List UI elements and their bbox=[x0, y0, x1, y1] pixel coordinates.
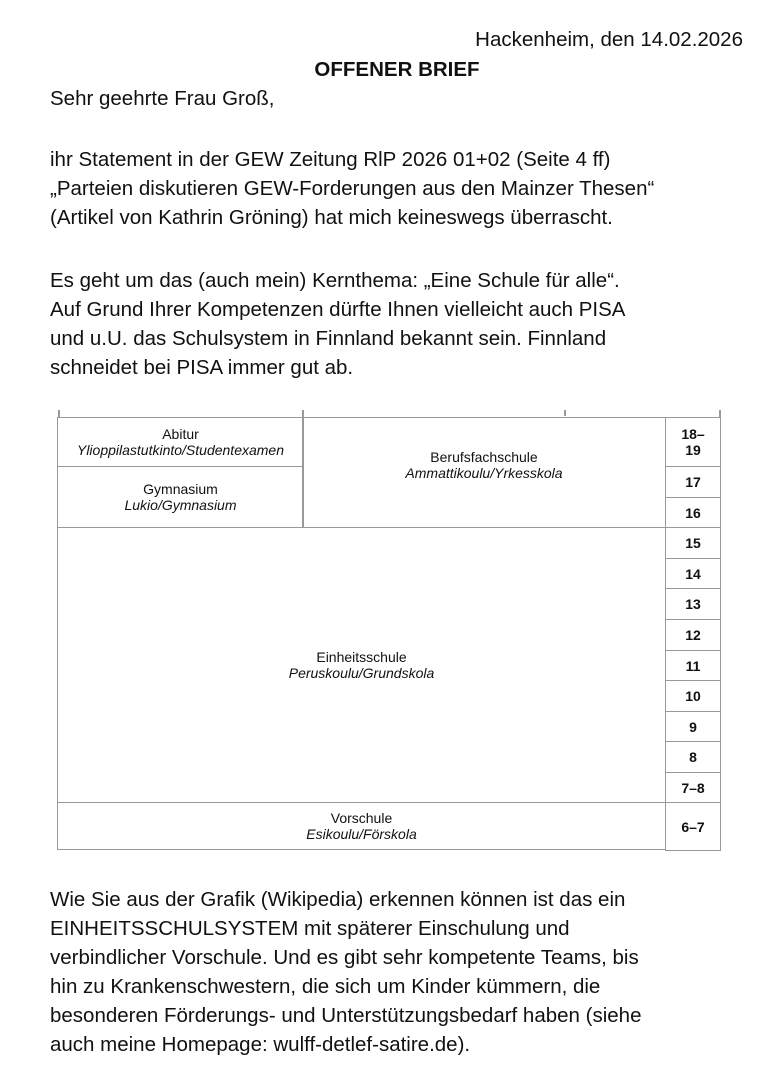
para1-line: „Parteien diskutieren GEW-Forderungen aus den Mainzer Thesen“ bbox=[50, 177, 655, 200]
age-cell: 17 bbox=[665, 466, 721, 498]
age-cell: 16 bbox=[665, 497, 721, 528]
gymnasium-label: Gymnasium bbox=[143, 481, 218, 497]
age-cell: 6–7 bbox=[665, 802, 721, 851]
einheitsschule-local-label: Peruskoulu/Grundskola bbox=[288, 665, 435, 681]
age-cell: 13 bbox=[665, 588, 721, 620]
vorschule-local-label: Esikoulu/Förskola bbox=[306, 826, 417, 842]
para2-line: Auf Grund Ihrer Kompetenzen dürfte Ihnen vielleicht auch PISA bbox=[50, 298, 626, 321]
para1-line: (Artikel von Kathrin Gröning) hat mich keineswegs überrascht. bbox=[50, 206, 613, 229]
einheitsschule-cell bbox=[57, 527, 666, 803]
para3-line: auch meine Homepage: wulff-detlef-satire.de). bbox=[50, 1033, 471, 1056]
age-cell: 10 bbox=[665, 680, 721, 712]
age-cell: 8 bbox=[665, 741, 721, 773]
para3-line: Wie Sie aus der Grafik (Wikipedia) erkennen können ist das ein bbox=[50, 888, 626, 911]
age-cell: 9 bbox=[665, 711, 721, 742]
abitur-label: Abitur bbox=[162, 426, 199, 442]
abitur-local-label: Ylioppilastutkinto/Studentexamen bbox=[76, 442, 285, 458]
berufsfachschule-label: Berufsfachschule bbox=[430, 448, 538, 465]
age-cell: 14 bbox=[665, 558, 721, 589]
para2-line: schneidet bei PISA immer gut ab. bbox=[50, 356, 354, 379]
letter-title: OFFENER BRIEF bbox=[314, 58, 480, 81]
einheitsschule-label: Einheitsschule bbox=[316, 649, 407, 665]
para1-line: ihr Statement in der GEW Zeitung RlP 2026 01+02 (Seite 4 ff) bbox=[50, 148, 611, 171]
age-cell: 18– 19 bbox=[665, 417, 721, 467]
para3-line: EINHEITSSCHULSYSTEM mit späterer Einschulung und bbox=[50, 917, 570, 940]
gymnasium-local-label: Lukio/Gymnasium bbox=[124, 497, 237, 513]
age-cell: 11 bbox=[665, 650, 721, 681]
salutation: Sehr geehrte Frau Groß, bbox=[50, 87, 275, 110]
berufsfachschule-cell bbox=[302, 417, 666, 528]
gymnasium-cell bbox=[57, 466, 304, 528]
divider bbox=[564, 410, 566, 416]
abitur-cell bbox=[57, 417, 304, 467]
para2-line: Es geht um das (auch mein) Kernthema: „Eine Schule für alle“. bbox=[50, 269, 620, 292]
place-date: Hackenheim, den 14.02.2026 bbox=[475, 28, 743, 51]
age-cell: 15 bbox=[665, 527, 721, 559]
age-cell: 7–8 bbox=[665, 772, 721, 803]
para3-line: hin zu Krankenschwestern, die sich um Kinder kümmern, die bbox=[50, 975, 601, 998]
age-cell: 12 bbox=[665, 619, 721, 651]
vorschule-cell bbox=[57, 802, 666, 850]
para3-line: verbindlicher Vorschule. Und es gibt sehr kompetente Teams, bis bbox=[50, 946, 639, 969]
berufsfachschule-local-label: Ammattikoulu/Yrkesskola bbox=[405, 464, 563, 481]
vorschule-label: Vorschule bbox=[330, 810, 393, 826]
para3-line: besonderen Förderungs- und Unterstützungsbedarf haben (siehe bbox=[50, 1004, 642, 1027]
para2-line: und u.U. das Schulsystem in Finnland bekannt sein. Finnland bbox=[50, 327, 607, 350]
